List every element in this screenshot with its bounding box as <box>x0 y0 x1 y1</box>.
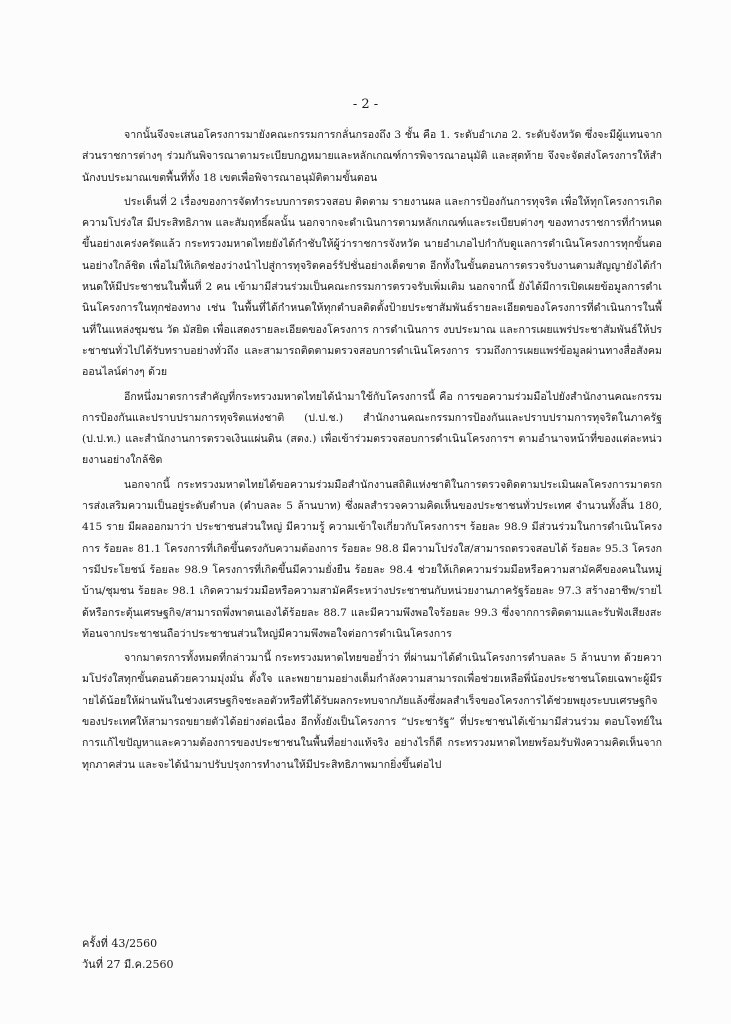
paragraph: อีกหนึ่งมาตรการสำคัญที่กระทรวงมหาดไทยได้นำมาใช้กับโครงการนี้ คือ การขอความร่วมมือไปยังสำนักงานคณะกรรมการป้องกันและปราบปรามการทุจริตแห่งชาติ (ป.ป.ช.) สำนักงานคณะกรรมการป้องกันและปราบปรามการทุจริตในภาครัฐ (ป.ป.ท.) และสำนักงานการตรวจเงินแผ่นดิน (สตง.) เพื่อเข้าร่วมตรวจสอบการดำเนินโครงการฯ ตามอำนาจหน้าที่ของแต่ละหน่วยงานอย่างใกล้ชิด <box>82 390 662 467</box>
page-number: - 2 - <box>352 97 379 112</box>
paragraph: จากนั้นจึงจะเสนอโครงการมายังคณะกรรมการกลั่นกรองถึง 3 ชั้น คือ 1. ระดับอำเภอ 2. ระดับจังหวัด ซึ่งจะมีผู้แทนจากส่วนราชการต่างๆ ร่วมกันพิจารณาตามระเบียบกฎหมายและหลักเกณฑ์การพิจารณาอนุมัติ และสุดท้าย จึงจะจัดส่งโครงการให้สำนักงบประมาณเขตพื้นที่ทั้ง 18 เขตเพื่อพิจารณาอนุมัติตามขั้นตอน <box>82 129 662 184</box>
issue-number: ครั้งที่ 43/2560 <box>82 937 158 950</box>
paragraph: จากมาตรการทั้งหมดที่กล่าวมานี้ กระทรวงมหาดไทยขอย้ำว่า ที่ผ่านมาได้ดำเนินโครงการตำบลละ 5 ล้านบาท ด้วยความโปร่งใสทุกขั้นตอนด้วยความมุ่งมั่น ตั้งใจ และพยายามอย่างเต็มกำลังความสามารถเพื่อช่วยเหลือพี่น้องประชาชนโดยเฉพาะผู้มีรายได้น้อยให้ผ่านพ้นในช่วงเศรษฐกิจชะลอตัวหรือที่ได้รับผลกระทบจากภัยแล้งซึ่งผลสำเร็จของโครงการได้ช่วยพยุงระบบเศรษฐกิจของประเทศให้สามารถขยายตัวได้อย่างต่อเนื่อง อีกทั้งยังเป็นโครงการ “ประชารัฐ” ที่ประชาชนได้เข้ามามีส่วนร่วม ตอบโจทย์ในการแก้ไขปัญหาและความต้องการของประชาชนในพื้นที่อย่างแท้จริง อย่างไรก็ดี กระทรวงมหาดไทยพร้อมรับฟังความคิดเห็นจากทุกภาคส่วน และจะได้นำมาปรับปรุงการทำงานให้มีประสิทธิภาพมากยิ่งขึ้นต่อไป <box>82 652 662 771</box>
document-body <box>82 125 662 779</box>
paragraph: นอกจากนี้ กระทรวงมหาดไทยได้ขอความร่วมมือสำนักงานสถิติแห่งชาติในการตรวจติดตามประเมินผลโครงการมาตรการส่งเสริมความเป็นอยู่ระดับตำบล (ตำบลละ 5 ล้านบาท) ซึ่งผลสำรวจความคิดเห็นของประชาชนทั่วประเทศ จำนวนทั้งสิ้น 180,415 ราย มีผลออกมาว่า ประชาชนส่วนใหญ่ มีความรู้ ความเข้าใจเกี่ยวกับโครงการฯ ร้อยละ 98.9 มีส่วนร่วมในการดำเนินโครงการ ร้อยละ 81.1 โครงการที่เกิดขึ้นตรงกับความต้องการ ร้อยละ 98.8 มีความโปร่งใส/สามารถตรวจสอบได้ ร้อยละ 95.3 โครงการมีประโยชน์ ร้อยละ 98.9 โครงการที่เกิดขึ้นมีความยั่งยืน ร้อยละ 98.4 ช่วยให้เกิดความร่วมมือหรือความสามัคคีของคนในหมู่บ้าน/ชุมชน ร้อยละ 98.1 เกิดความร่วมมือหรือความสามัคคีระหว่างประชาชนกับหน่วยงานภาครัฐร้อยละ 97.3 สร้างอาชีพ/รายได้หรือกระตุ้นเศรษฐกิจ/สามารถพึ่งพาตนเองได้ร้อยละ 88.7 และมีความพึงพอใจร้อยละ 99.3 ซึ่งจากการติดตามและรับฟังเสียงสะท้อนจากประชาชนถือว่าประชาชนส่วนใหญ่มีความพึงพอใจต่อการดำเนินโครงการ <box>82 478 662 640</box>
issue-date: วันที่ 27 มี.ค.2560 <box>82 958 174 971</box>
document-footer <box>82 933 174 975</box>
paragraph: ประเด็นที่ 2 เรื่องของการจัดทำระบบการตรวจสอบ ติดตาม รายงานผล และการป้องกันการทุจริต เพื่อให้ทุกโครงการเกิดความโปร่งใส มีประสิทธิภาพ และสัมฤทธิ์ผลนั้น นอกจากจะดำเนินการตามหลักเกณฑ์และระเบียบต่างๆ ของทางราชการที่กำหนดขึ้นอย่างเคร่งครัดแล้ว กระทรวงมหาดไทยยังได้กำชับให้ผู้ว่าราชการจังหวัด นายอำเภอไปกำกับดูแลการดำเนินโครงการทุกขั้นตอนอย่างใกล้ชิด เพื่อไม่ให้เกิดช่องว่างนำไปสู่การทุจริตคอร์รัปชั่นอย่างเด็ดขาด อีกทั้งในขั้นตอนการตรวจรับงานตามสัญญายังได้กำหนดให้มีประชาชนในพื้นที่ 2 คน เข้ามามีส่วนร่วมเป็นคณะกรรมการตรวจรับเพิ่มเติม นอกจากนี้ ยังได้มีการเปิดเผยข้อมูลการดำเนินโครงการในทุกช่องทาง เช่น ในพื้นที่ได้กำหนดให้ทุกตำบลติดตั้งป้ายประชาสัมพันธ์รายละเอียดของโครงการที่ดำเนินการในพื้นที่ในแหล่งชุมชน วัด มัสยิด เพื่อแสดงรายละเอียดของโครงการ การดำเนินการ งบประมาณ และการเผยแพร่ประชาสัมพันธ์ให้ประชาชนทั่วไปได้รับทราบอย่างทั่วถึง และสามารถติดตามตรวจสอบการดำเนินโครงการ รวมถึงการเผยแพร่ข้อมูลผ่านทางสื่อสังคมออนไลน์ต่างๆ ด้วย <box>82 195 662 379</box>
